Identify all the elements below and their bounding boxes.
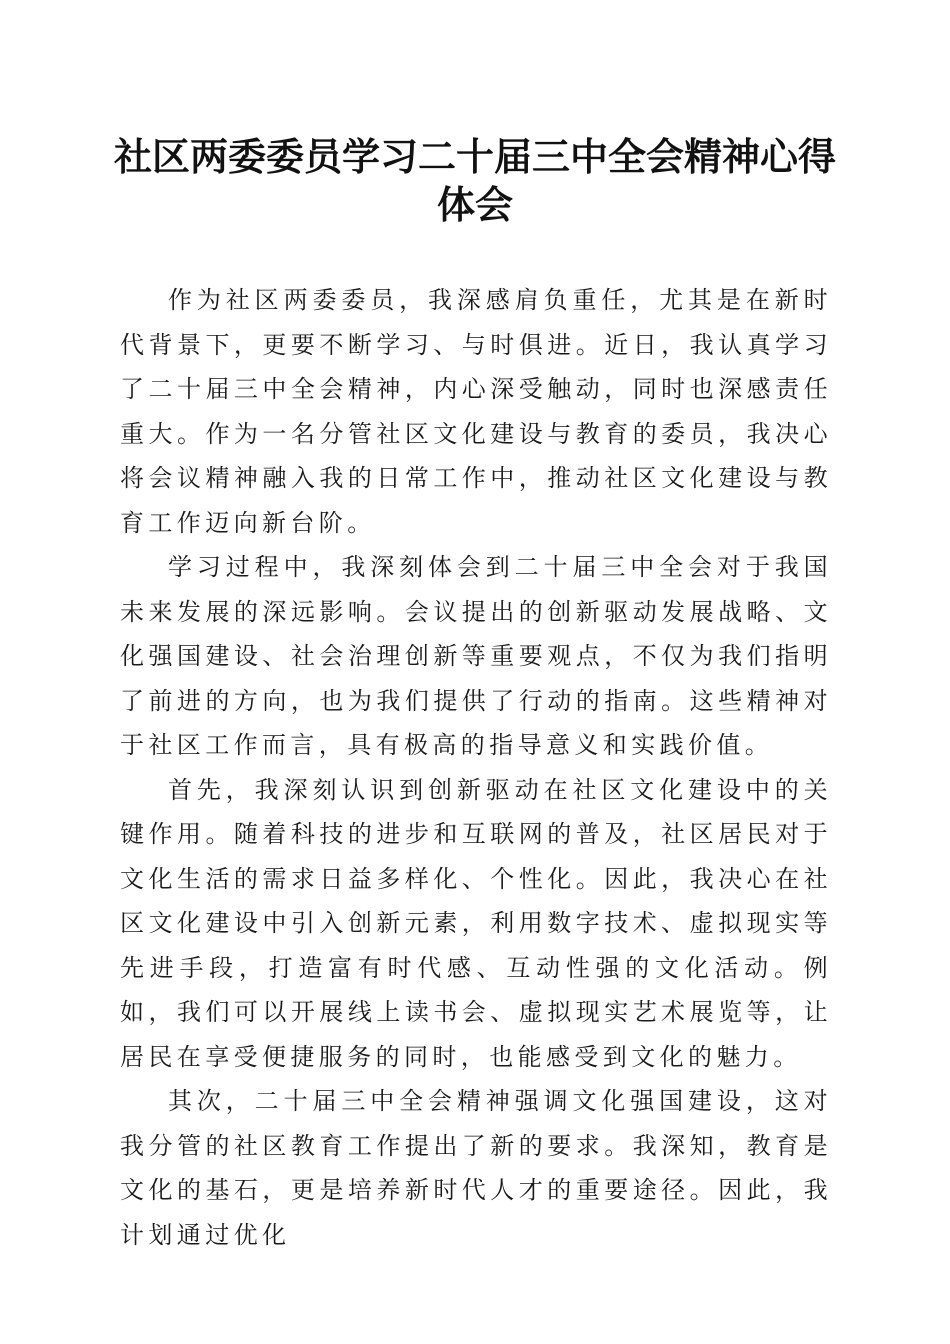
body-paragraph: 作为社区两委委员，我深感肩负重任，尤其是在新时代背景下，更要不断学习、与时俱进。近日，我认真学习了二十届三中全会精神，内心深受触动，同时也深感责任重大。作为一名分管社区文化建设与教育的委员，我决心将会议精神融入我的日常工作中，推动社区文化建设与教育工作迈向新台阶。 xyxy=(120,286,832,537)
body-paragraph: 学习过程中，我深刻体会到二十届三中全会对于我国未来发展的深远影响。会议提出的创新驱动发展战略、文化强国建设、社会治理创新等重要观点，不仅为我们指明了前进的方向，也为我们提供了行动的指南。这些精神对于社区工作而言，具有极高的指导意义和实践价值。 xyxy=(120,553,832,759)
body-paragraph: 首先，我深刻认识到创新驱动在社区文化建设中的关键作用。随着科技的进步和互联网的普及，社区居民对于文化生活的需求日益多样化、个性化。因此，我决心在社区文化建设中引入创新元素，利用数字技术、虚拟现实等先进手段，打造富有时代感、互动性强的文化活动。例如，我们可以开展线上读书会、虚拟现实艺术展览等，让居民在享受便捷服务的同时，也能感受到文化的魅力。 xyxy=(120,775,832,1071)
document-title: 社区两委委员学习二十届三中全会精神心得体会 xyxy=(113,134,836,227)
body-paragraph: 其次，二十届三中全会精神强调文化强国建设，这对我分管的社区教育工作提出了新的要求。我深知，教育是文化的基石，更是培养新时代人才的重要途径。因此，我计划通过优化 xyxy=(120,1087,832,1249)
document-body xyxy=(120,278,832,1257)
